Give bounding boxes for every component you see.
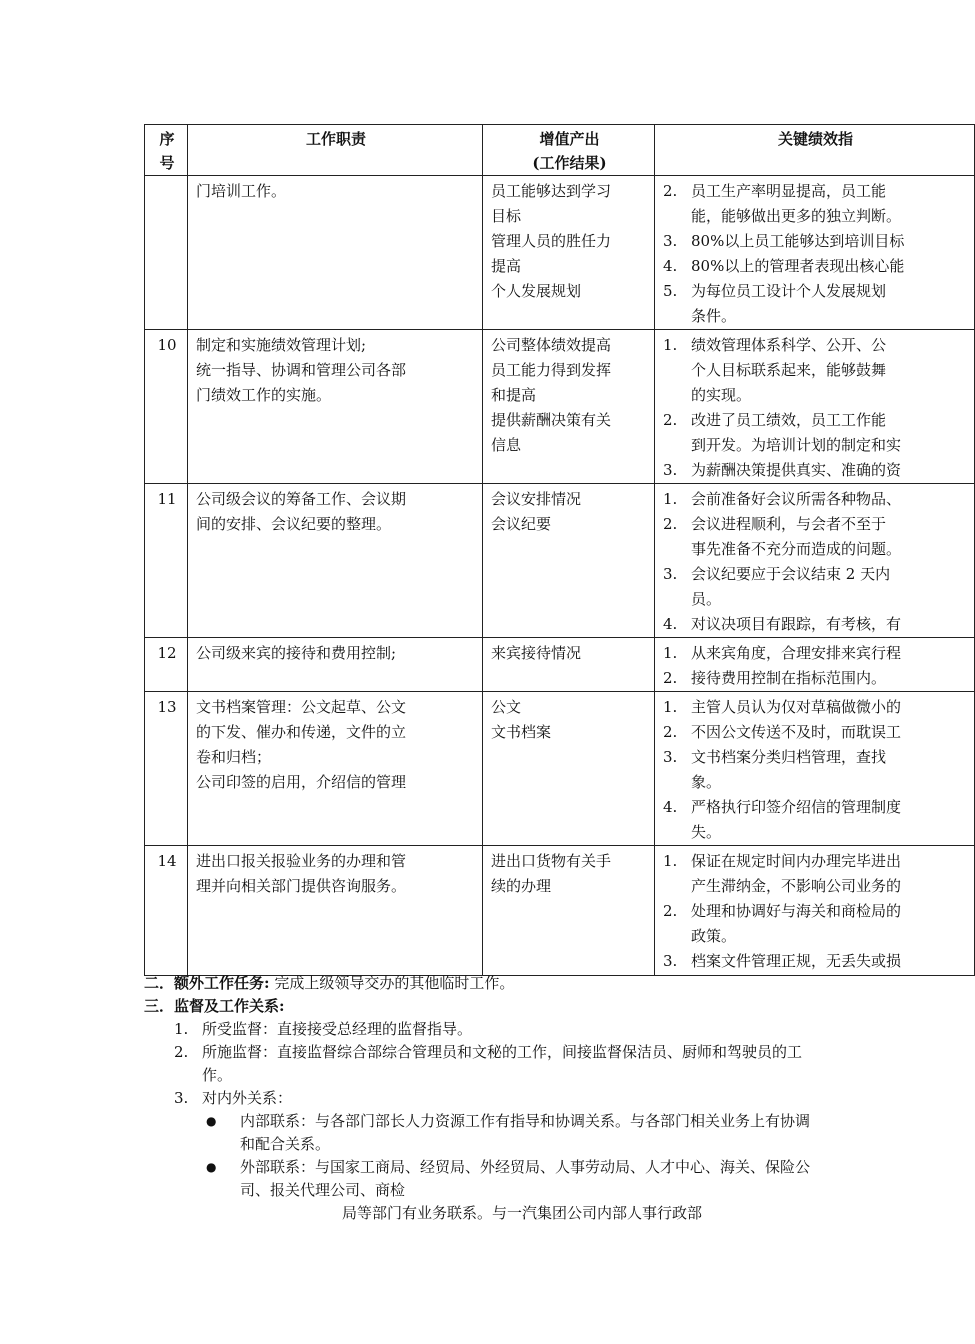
kpi-line: 会前准备好会议所需各种物品、 [691, 490, 902, 508]
kpi-line: 文书档案分类归档管理，查找 [691, 748, 887, 766]
kpi-line: 象。 [691, 773, 722, 791]
trailing-line: 局等部门有业务联系。与一汽集团公司内部人事行政部 [342, 1204, 703, 1222]
duty-line: 公司印签的启用，介绍信的管理 [196, 773, 407, 791]
kpi-line: 80%以上的管理者表现出核心能 [691, 257, 905, 275]
kpi-number: 1. [663, 490, 678, 508]
kpi-line: 保证在规定时间内办理完毕进出 [691, 852, 902, 870]
duty-line: 门绩效工作的实施。 [196, 386, 332, 404]
kpi-number: 2. [663, 411, 678, 429]
kpi-cell [655, 330, 975, 484]
relation-bullet-item [144, 1110, 824, 1156]
output-line: 来宾接待情况 [491, 644, 582, 662]
header-output [483, 125, 655, 176]
output-cell [483, 846, 655, 976]
header-seq-line2: 号 [159, 154, 175, 172]
kpi-item [663, 641, 968, 666]
kpi-number: 4. [663, 798, 678, 816]
kpi-item [663, 254, 968, 279]
kpi-line: 能，能够做出更多的独立判断。 [691, 207, 902, 225]
table-row [145, 176, 975, 330]
supervision-title: 三．监督及工作关系: [144, 997, 285, 1015]
duty-line: 文书档案管理：公文起草、公文 [196, 698, 407, 716]
kpi-item [663, 512, 968, 562]
output-line: 续的办理 [491, 877, 552, 895]
kpi-line: 对议决项目有跟踪，有考核，有 [691, 615, 902, 633]
seq-cell: 12 [145, 638, 188, 692]
kpi-item [663, 795, 968, 845]
kpi-number: 2. [663, 723, 678, 741]
supervision-item [144, 1087, 824, 1110]
kpi-number: 1. [663, 852, 678, 870]
header-kpi: 关键绩效指 [655, 125, 975, 176]
kpi-item [663, 949, 968, 974]
output-line: 会议安排情况 [491, 490, 582, 508]
kpi-number: 4. [663, 257, 678, 275]
duty-cell [188, 846, 483, 976]
seq-cell: 13 [145, 692, 188, 846]
seq-cell: 14 [145, 846, 188, 976]
supervision-items [144, 1018, 824, 1110]
kpi-item [663, 179, 968, 229]
seq-cell [145, 176, 188, 330]
kpi-cell [655, 638, 975, 692]
kpi-item [663, 229, 968, 254]
duty-line: 公司级来宾的接待和费用控制; [196, 644, 397, 662]
duty-line: 制定和实施绩效管理计划; [196, 336, 367, 354]
output-line: 公司整体绩效提高 [491, 336, 612, 354]
output-line: 提高 [491, 257, 522, 275]
table-row [145, 638, 975, 692]
relation-bullet-text: 内部联系：与各部门部长人力资源工作有指导和协调关系。与各部门相关业务上有协调和配合关系。 [240, 1112, 811, 1153]
duty-line: 公司级会议的筹备工作、会议期 [196, 490, 407, 508]
kpi-line: 从来宾角度，合理安排来宾行程 [691, 644, 902, 662]
relation-bullets [144, 1110, 824, 1202]
output-line: 员工能够达到学习 [491, 182, 612, 200]
kpi-number: 4. [663, 615, 678, 633]
table-row [145, 692, 975, 846]
supervision-item-text: 所施监督：直接监督综合部综合管理员和文秘的工作，间接监督保洁员、厨师和驾驶员的工作。 [202, 1043, 803, 1084]
kpi-line: 档案文件管理正规，无丢失或损 [691, 952, 902, 970]
duty-line: 统一指导、协调和管理公司各部 [196, 361, 407, 379]
header-seq-line1: 序 [159, 130, 175, 148]
kpi-line: 事先准备不充分而造成的问题。 [691, 540, 902, 558]
duty-line: 门培训工作。 [196, 182, 287, 200]
kpi-line: 改进了员工绩效，员工工作能 [691, 411, 887, 429]
output-line: 会议纪要 [491, 515, 552, 533]
kpi-cell [655, 692, 975, 846]
extra-task-title: 二．额外工作任务: [144, 974, 270, 992]
supervision-item-text: 所受监督：直接接受总经理的监督指导。 [202, 1020, 473, 1038]
kpi-line: 到开发。为培训计划的制定和实 [691, 436, 902, 454]
kpi-item [663, 487, 968, 512]
kpi-item [663, 745, 968, 795]
seq-cell: 10 [145, 330, 188, 484]
output-cell [483, 330, 655, 484]
output-line: 进出口货物有关手 [491, 852, 612, 870]
table-header-row [145, 125, 975, 176]
bullet-dot-icon: ● [206, 1114, 217, 1128]
output-line: 目标 [491, 207, 522, 225]
supervision-item-number: 2. [174, 1043, 189, 1061]
duty-cell [188, 692, 483, 846]
header-output-line2: (工作结果) [532, 154, 607, 172]
kpi-item [663, 562, 968, 612]
bullet-dot-icon: ● [206, 1160, 217, 1174]
duty-cell [188, 484, 483, 638]
extra-task-line [144, 972, 824, 995]
kpi-line: 的实现。 [691, 386, 752, 404]
kpi-line: 政策。 [691, 927, 737, 945]
kpi-cell [655, 846, 975, 976]
header-duty: 工作职责 [188, 125, 483, 176]
duty-line: 的下发、催办和传递，文件的立 [196, 723, 407, 741]
output-cell [483, 176, 655, 330]
kpi-item [663, 666, 968, 691]
kpi-line: 个人目标联系起来，能够鼓舞 [691, 361, 887, 379]
job-duty-table [144, 124, 975, 976]
output-line: 个人发展规划 [491, 282, 582, 300]
kpi-item [663, 849, 968, 899]
output-line: 信息 [491, 436, 522, 454]
kpi-number: 3. [663, 461, 678, 479]
kpi-number: 1. [663, 698, 678, 716]
duty-line: 理并向相关部门提供咨询服务。 [196, 877, 407, 895]
output-cell [483, 484, 655, 638]
duty-line: 卷和归档； [196, 748, 272, 766]
table-body [145, 176, 975, 976]
output-line: 提供薪酬决策有关 [491, 411, 612, 429]
table-row [145, 330, 975, 484]
kpi-line: 绩效管理体系科学、公开、公 [691, 336, 887, 354]
kpi-item [663, 279, 968, 329]
kpi-number: 2. [663, 902, 678, 920]
extra-task-text: 完成上级领导交办的其他临时工作。 [274, 974, 515, 992]
relation-bullet-text: 外部联系：与国家工商局、经贸局、外经贸局、人事劳动局、人才中心、海关、保险公司、报关代理公司、商检 [240, 1158, 811, 1199]
kpi-cell [655, 176, 975, 330]
supervision-item [144, 1018, 824, 1041]
kpi-number: 1. [663, 644, 678, 662]
supervision-item [144, 1041, 824, 1087]
kpi-item [663, 899, 968, 949]
duty-cell [188, 330, 483, 484]
output-line: 和提高 [491, 386, 537, 404]
table-row [145, 484, 975, 638]
kpi-number: 5. [663, 282, 678, 300]
notes-section [144, 972, 824, 1225]
output-cell [483, 638, 655, 692]
table-row [145, 846, 975, 976]
header-seq [145, 125, 188, 176]
kpi-line: 为薪酬决策提供真实、准确的资 [691, 461, 902, 479]
relation-bullet-item [144, 1156, 824, 1202]
output-line: 文书档案 [491, 723, 552, 741]
kpi-number: 2. [663, 515, 678, 533]
kpi-item [663, 612, 968, 637]
supervision-line [144, 995, 824, 1018]
kpi-item [663, 333, 968, 408]
kpi-item [663, 695, 968, 720]
output-line: 员工能力得到发挥 [491, 361, 612, 379]
kpi-line: 为每位员工设计个人发展规划 [691, 282, 887, 300]
kpi-line: 产生滞纳金，不影响公司业务的 [691, 877, 902, 895]
kpi-number: 2. [663, 182, 678, 200]
supervision-item-text: 对内外关系： [202, 1089, 293, 1107]
kpi-line: 主管人员认为仅对草稿做微小的 [691, 698, 902, 716]
kpi-cell [655, 484, 975, 638]
supervision-item-number: 3. [174, 1089, 189, 1107]
kpi-number: 3. [663, 748, 678, 766]
output-cell [483, 692, 655, 846]
duty-cell [188, 638, 483, 692]
output-line: 公文 [491, 698, 522, 716]
kpi-line: 不因公文传送不及时，而耽误工 [691, 723, 902, 741]
seq-cell: 11 [145, 484, 188, 638]
kpi-line: 条件。 [691, 307, 737, 325]
kpi-number: 1. [663, 336, 678, 354]
kpi-item [663, 458, 968, 483]
kpi-line: 员。 [691, 590, 722, 608]
kpi-number: 3. [663, 952, 678, 970]
kpi-line: 处理和协调好与海关和商检局的 [691, 902, 902, 920]
kpi-line: 会议进程顺利，与会者不至于 [691, 515, 887, 533]
kpi-line: 员工生产率明显提高，员工能 [691, 182, 887, 200]
duty-line: 间的安排、会议纪要的整理。 [196, 515, 392, 533]
supervision-item-number: 1. [174, 1020, 189, 1038]
output-line: 管理人员的胜任力 [491, 232, 612, 250]
duty-line: 进出口报关报验业务的办理和管 [196, 852, 407, 870]
kpi-item [663, 408, 968, 458]
kpi-number: 3. [663, 565, 678, 583]
kpi-number: 3. [663, 232, 678, 250]
kpi-line: 严格执行印签介绍信的管理制度 [691, 798, 902, 816]
kpi-line: 80%以上员工能够达到培训目标 [691, 232, 905, 250]
kpi-line: 接待费用控制在指标范围内。 [691, 669, 887, 687]
kpi-item [663, 720, 968, 745]
header-output-line1: 增值产出 [539, 130, 600, 148]
kpi-line: 失。 [691, 823, 722, 841]
kpi-line: 会议纪要应于会议结束 2 天内 [691, 565, 891, 583]
kpi-number: 2. [663, 669, 678, 687]
duty-cell [188, 176, 483, 330]
